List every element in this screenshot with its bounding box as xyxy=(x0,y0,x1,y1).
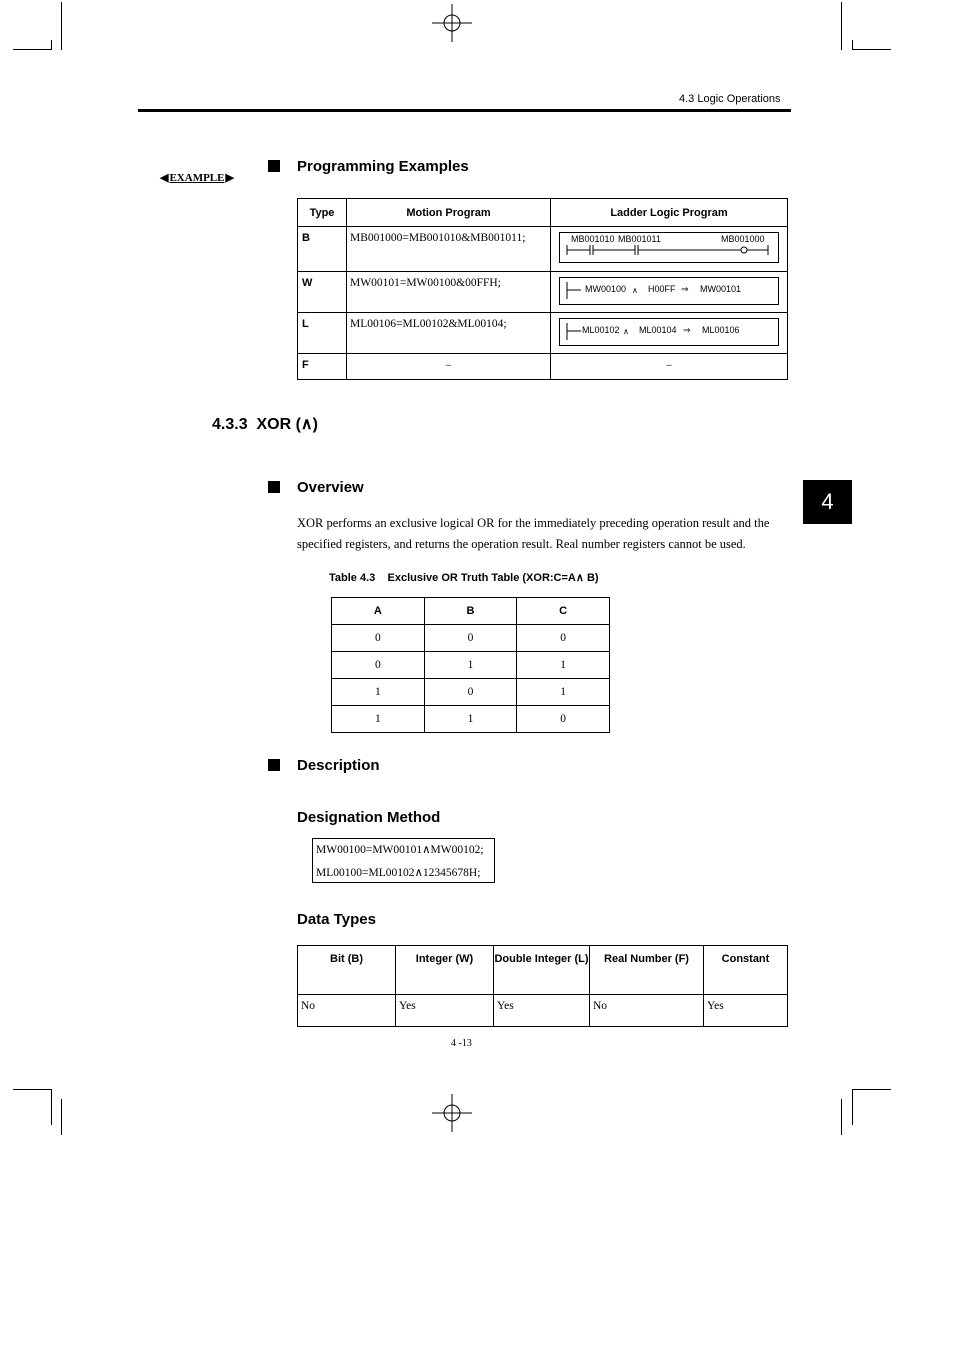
ladder-label: MB001010 xyxy=(571,234,615,244)
col-a: A xyxy=(332,598,425,625)
table-row: 0 0 0 xyxy=(332,625,610,652)
cell-motion: ML00106=ML00102&ML00104; xyxy=(347,313,551,354)
cell-motion: MB001000=MB001010&MB001011; xyxy=(347,227,551,272)
ladder-label: MB001011 xyxy=(618,234,661,244)
table-row: 0 1 1 xyxy=(332,652,610,679)
page-number: 4 -13 xyxy=(451,1038,472,1049)
example-tag xyxy=(160,171,234,184)
example-left-arrow: ◀ xyxy=(160,172,169,184)
designation-line: ML00100=ML00102∧12345678H; xyxy=(316,867,481,879)
col-b: B xyxy=(424,598,517,625)
ladder-label: ML00104 xyxy=(639,325,677,335)
section-bullet xyxy=(268,160,280,172)
data-types-heading: Data Types xyxy=(297,911,376,928)
cell-type: W xyxy=(298,272,347,313)
ladder-diagram-l xyxy=(559,318,779,346)
section-bullet xyxy=(268,481,280,493)
programming-examples-heading: Programming Examples xyxy=(268,158,469,175)
cell-type: F xyxy=(298,354,347,380)
cell-type: B xyxy=(298,227,347,272)
ladder-label: MW00100 xyxy=(585,284,627,294)
col-motion-program: Motion Program xyxy=(347,199,551,227)
cell-ladder xyxy=(551,227,788,272)
table-row xyxy=(298,313,788,354)
registration-mark-top xyxy=(432,4,472,42)
table-row xyxy=(298,272,788,313)
programming-examples-table xyxy=(297,198,788,380)
header-rule xyxy=(138,109,791,112)
ladder-label: MW00101 xyxy=(700,284,742,294)
designation-line: MW00100=MW00101∧MW00102; xyxy=(316,844,484,856)
truth-table xyxy=(331,597,610,733)
col-constant: Constant xyxy=(704,946,788,995)
overview-paragraph: XOR performs an exclusive logical OR for the immediately preceding operation result and the specified registers, and returns the operation result. Real number registers cannot be used. xyxy=(297,516,770,551)
ladder-diagram-b xyxy=(559,232,779,263)
designation-heading: Designation Method xyxy=(297,809,441,826)
overview-heading: Overview xyxy=(268,479,364,496)
cell-type: L xyxy=(298,313,347,354)
data-types-table xyxy=(297,945,788,1027)
cell-motion: MW00101=MW00100&00FFH; xyxy=(347,272,551,313)
description-heading: Description xyxy=(268,757,380,774)
table-row: 1 0 1 xyxy=(332,679,610,706)
cell-ladder: − xyxy=(551,354,788,380)
table-row: No Yes Yes No Yes xyxy=(298,995,788,1027)
col-real-number: Real Number (F) xyxy=(590,946,704,995)
ladder-label: ML00102 xyxy=(582,325,620,335)
table-row xyxy=(298,227,788,272)
cell-motion: − xyxy=(347,354,551,380)
example-label: EXAMPLE xyxy=(169,172,225,184)
ladder-label: ML00106 xyxy=(702,325,740,335)
ladder-label: MB001000 xyxy=(721,234,765,244)
section-bullet xyxy=(268,759,280,771)
col-type: Type xyxy=(298,199,347,227)
ladder-op: ⇒ xyxy=(681,284,689,294)
col-double-integer: Double Integer (L) xyxy=(494,946,590,995)
ladder-diagram-w xyxy=(559,277,779,305)
ladder-op: ⇒ xyxy=(683,325,691,335)
table-row xyxy=(298,354,788,380)
col-c: C xyxy=(517,598,610,625)
running-header: 4.3 Logic Operations xyxy=(679,93,781,105)
ladder-label: H00FF xyxy=(648,284,676,294)
truth-table-caption: Table 4.3 Exclusive OR Truth Table (XOR:C=A∧ B) xyxy=(329,572,599,584)
registration-mark-bottom xyxy=(432,1094,472,1132)
cell-ladder xyxy=(551,272,788,313)
col-ladder-logic: Ladder Logic Program xyxy=(551,199,788,227)
chapter-tab: 4 xyxy=(803,480,852,524)
col-integer: Integer (W) xyxy=(396,946,494,995)
table-row: 1 1 0 xyxy=(332,706,610,733)
col-bit: Bit (B) xyxy=(298,946,396,995)
cell-ladder xyxy=(551,313,788,354)
ladder-op: ∧ xyxy=(623,327,629,336)
designation-box xyxy=(312,838,495,883)
section-heading-433: 4.3.3 XOR (∧) xyxy=(212,416,318,433)
ladder-op: ∧ xyxy=(632,286,638,295)
example-right-arrow: ▶ xyxy=(225,172,234,184)
